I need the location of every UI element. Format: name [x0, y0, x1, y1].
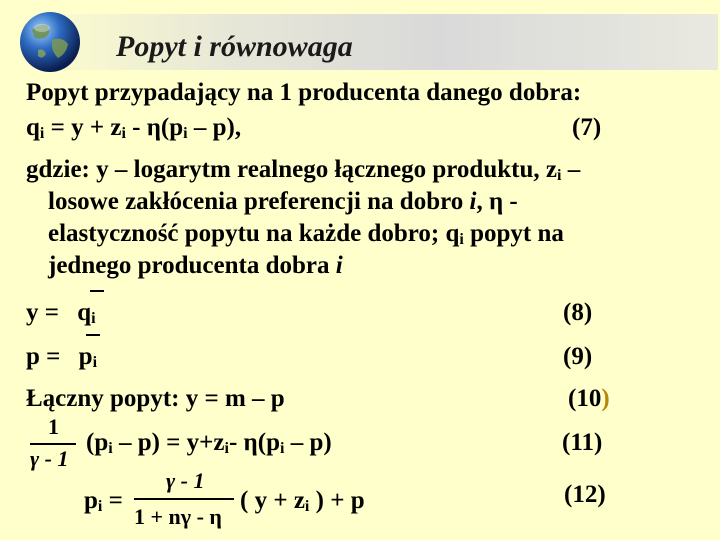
equation-7-number: (7): [572, 114, 602, 141]
eq12-rhs: ( y + zi ) + p: [240, 487, 365, 515]
equation-8-number: (8): [563, 299, 593, 326]
overline-p: [86, 334, 100, 336]
equation-11: (pi – p) = y+zi- η(pi – p): [86, 429, 332, 457]
globe-icon: [18, 10, 82, 74]
equation-10: Łączny popyt: y = m – p: [26, 385, 285, 412]
eq12-lhs: pi =: [84, 487, 123, 515]
equation-8: y = qi: [26, 299, 96, 327]
equation-7: qi = y + zi - η(pi – p),: [26, 114, 242, 142]
gdzie-line-1: gdzie: y – logarytm realnego łącznego produktu, zi –: [26, 156, 581, 184]
equation-10-number: (10): [568, 385, 610, 412]
gdzie-line-3: elastyczność popytu na każde dobro; qi popyt na: [48, 220, 564, 248]
eq11-fraction-denominator: γ - 1: [30, 446, 69, 471]
eq12-fraction-denominator: 1 + nγ - η: [134, 504, 222, 529]
equation-11-number: (11): [562, 429, 603, 456]
gdzie-line-2: losowe zakłócenia preferencji na dobro i, η -: [48, 188, 518, 215]
slide-title: Popyt i równowaga: [116, 30, 353, 63]
eq12-fraction-bar: [134, 498, 234, 500]
eq12-fraction-numerator: γ - 1: [166, 468, 205, 493]
overline-q: [90, 290, 104, 292]
equation-9: p = pi: [26, 343, 98, 371]
equation-9-number: (9): [563, 343, 593, 370]
intro-line: Popyt przypadający na 1 producenta danego dobra:: [26, 79, 582, 106]
gdzie-line-4: jednego producenta dobra i: [48, 252, 343, 279]
equation-12-number: (12): [564, 481, 606, 508]
eq11-fraction-numerator: 1: [48, 414, 59, 439]
eq11-fraction-bar: [30, 443, 76, 445]
